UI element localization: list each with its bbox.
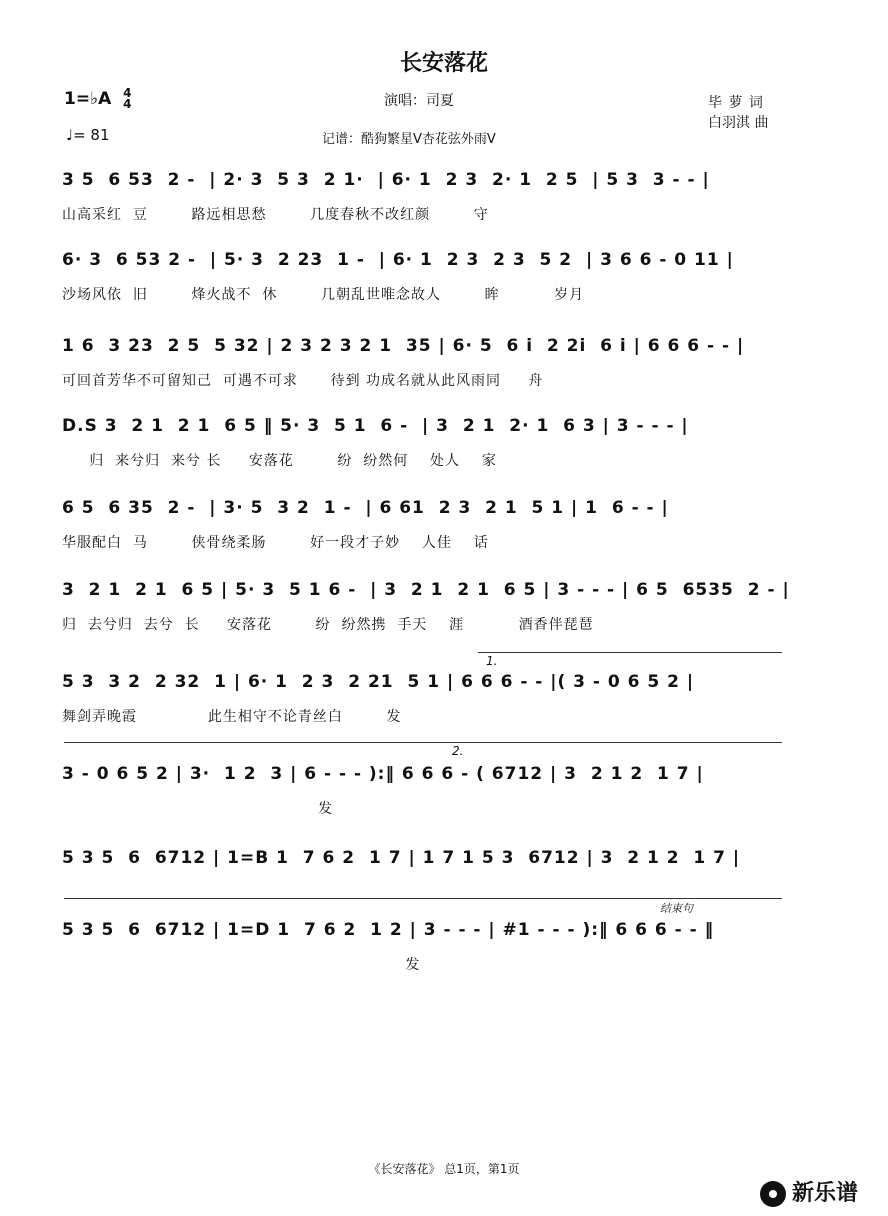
logo-text: 新乐谱 [792, 1181, 859, 1206]
key-label: 1=♭A [64, 89, 112, 109]
volta-1-label: 1. [486, 654, 498, 668]
lyrics-line: 归 去兮归 去兮 长 安落花 纷 纷然携 手天 涯 酒香伴琵琶 [62, 617, 594, 633]
notes-line: 6· 3 6 53 2 - | 5· 3 2 23 1 - | 6· 1 2 3 2 3 5 2 | 3 6 6 - 0 11 | [62, 250, 734, 270]
staff-row [0, 250, 888, 320]
volta-continuation [64, 742, 782, 743]
staff-row [0, 580, 888, 650]
time-bottom: 4 [123, 97, 132, 111]
staff-row [0, 764, 888, 834]
notes-line: 6 5 6 35 2 - | 3· 5 3 2 1 - | 6 61 2 3 2 1 5 1 | 1 6 - - | [62, 498, 669, 518]
page-title: 长安落花 [399, 51, 488, 76]
site-logo [760, 1176, 858, 1207]
staff-row [0, 416, 888, 486]
notes-line: 1 6 3 23 2 5 5 32 | 2 3 2 3 2 1 35 | 6· 5 6 i 2 2i 6 i | 6 6 6 - - | [62, 336, 745, 356]
notes-line: 5 3 3 2 2 32 1 | 6· 1 2 3 2 21 5 1 | 6 6 6 - - |( 3 - 0 6 5 2 | [62, 672, 695, 692]
coda-label: 结束句 [660, 902, 693, 915]
staff-row [0, 336, 888, 406]
staff-row [0, 848, 888, 918]
time-top: 4 [123, 86, 132, 100]
lyrics-line: 舞剑弄晚霞 此生相守不论青丝白 发 [62, 709, 402, 725]
staff-row [0, 920, 888, 990]
lyrics-line: 华服配白 马 侠骨绕柔肠 好一段才子妙 人佳 话 [62, 535, 489, 551]
page-footer: 《长安落花》 总1页，第1页 [368, 1162, 520, 1176]
volta-1-bracket [478, 652, 782, 653]
singer-credit: 演唱：司夏 [384, 93, 454, 109]
lyrics-line: 归 来兮归 来兮 长 安落花 纷 纷然何 处人 家 [62, 453, 497, 469]
staff-row [0, 170, 888, 240]
notes-line: 3 5 6 53 2 - | 2· 3 5 3 2 1· | 6· 1 2 3 2· 1 2 5 | 5 3 3 - - | [62, 170, 710, 190]
lyrics-line: 可回首芳华不可留知己 可遇不可求 待到 功成名就从此风雨同 舟 [62, 373, 544, 389]
lyricist-credit: 毕 萝 词 [708, 95, 764, 111]
composer-credit: 白羽淇 曲 [708, 115, 769, 131]
lyrics-line: 沙场风依 旧 烽火战不 休 几朝乱世唯念故人 眸 岁月 [62, 287, 585, 303]
notes-line: 3 - 0 6 5 2 | 3· 1 2 3 | 6 - - - ):‖ 6 6 6 - ( 6712 | 3 2 1 2 1 7 | [62, 764, 704, 784]
lyrics-line: 发 [62, 801, 334, 817]
transcriber-credit: 记谱：酷狗繁星V杏花弦外雨V [322, 132, 496, 147]
notes-line: 5 3 5 6 6712 | 1=B 1 7 6 2 1 7 | 1 7 1 5 3 6712 | 3 2 1 2 1 7 | [62, 848, 741, 868]
staff-row [0, 672, 888, 742]
staff-row [0, 498, 888, 568]
tempo-marking: ♩= 81 [66, 126, 110, 144]
notes-line: 5 3 5 6 6712 | 1=D 1 7 6 2 1 2 | 3 - - - | #1 - - - ):‖ 6 6 6 - - ‖ [62, 920, 715, 940]
key-signature [64, 88, 132, 110]
volta-2-label: 2. [452, 744, 464, 758]
disc-icon [760, 1181, 786, 1207]
notes-line: D.S 3 2 1 2 1 6 5 ‖ 5· 3 5 1 6 - | 3 2 1 2· 1 6 3 | 3 - - - | [62, 416, 689, 436]
time-signature [123, 88, 131, 110]
lyrics-line: 发 [62, 957, 421, 973]
notes-line: 3 2 1 2 1 6 5 | 5· 3 5 1 6 - | 3 2 1 2 1 6 5 | 3 - - - | 6 5 6535 2 - | [62, 580, 790, 600]
lyrics-line: 山高采红 豆 路远相思愁 几度春秋不改红颜 守 [62, 207, 489, 223]
